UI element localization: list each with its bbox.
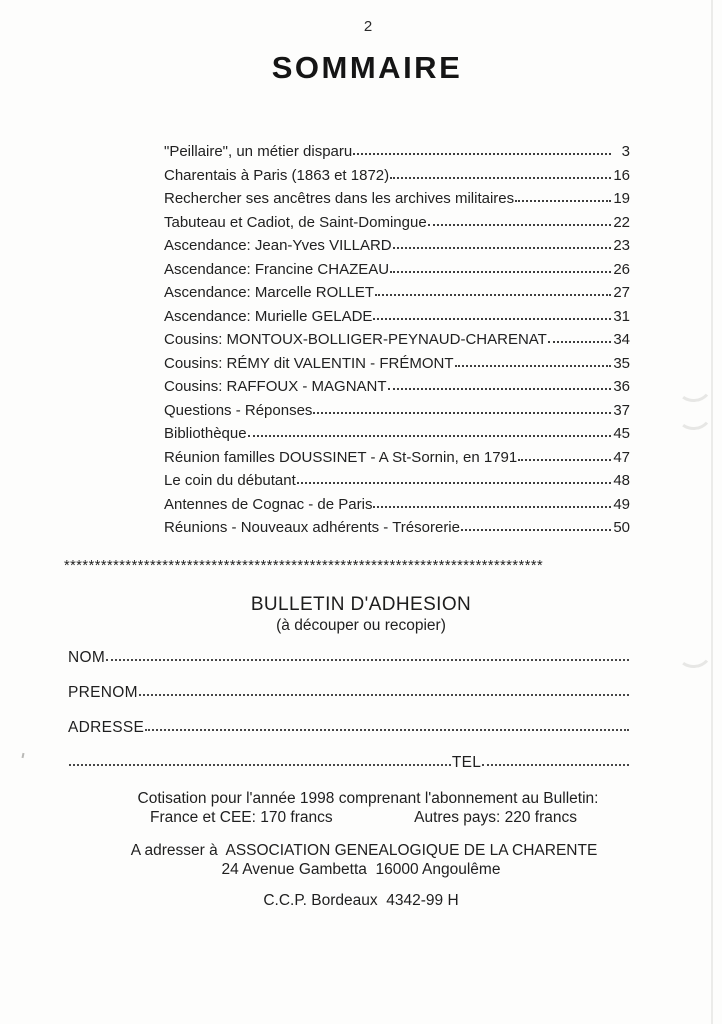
form-field-nom bbox=[68, 649, 630, 667]
toc-entry-label: Le coin du débutant bbox=[164, 472, 296, 489]
toc-entry-page: 19 bbox=[613, 190, 630, 207]
toc-row bbox=[164, 143, 630, 167]
fees-amounts bbox=[150, 809, 577, 827]
toc-row bbox=[164, 284, 630, 308]
fees-france: France et CEE: 170 francs bbox=[150, 809, 333, 826]
toc-row bbox=[164, 331, 630, 355]
dotted-leader bbox=[106, 659, 629, 661]
fees-other: Autres pays: 220 francs bbox=[414, 809, 577, 826]
toc-row bbox=[164, 167, 630, 191]
toc-entry-label: Questions - Réponses bbox=[164, 401, 313, 419]
toc-entry-label: Réunions - Nouveaux adhérents - Trésorerie bbox=[164, 519, 460, 536]
toc-entry-label: Antennes de Cognac - de Paris bbox=[164, 495, 373, 513]
toc-entry-label: Charentais à Paris (1863 et 1872) bbox=[164, 166, 390, 184]
dotted-leader bbox=[69, 764, 451, 766]
toc-entry-page: 3 bbox=[621, 143, 630, 160]
toc-entry-page: 37 bbox=[613, 401, 630, 419]
form-field-label: NOM bbox=[68, 649, 106, 666]
form-field-label: PRENOM bbox=[68, 684, 138, 701]
toc-entry-label: Cousins: MONTOUX-BOLLIGER-PEYNAUD-CHARENAT bbox=[164, 331, 547, 348]
toc-entry-label: Tabuteau et Cadiot, de Saint-Domingue bbox=[164, 213, 427, 231]
toc-entry-page: 49 bbox=[613, 495, 630, 513]
toc-entry-page: 31 bbox=[613, 307, 630, 325]
dotted-leader bbox=[393, 247, 611, 249]
toc-entry-label: Cousins: RÉMY dit VALENTIN - FRÉMONT bbox=[164, 354, 454, 372]
asterisk-separator: ****************************************************************************** bbox=[64, 558, 544, 574]
toc-entry-page: 47 bbox=[613, 448, 630, 466]
dotted-leader bbox=[390, 177, 611, 179]
toc-entry-page: 35 bbox=[613, 354, 630, 372]
form-field-tel bbox=[68, 754, 630, 772]
toc-row bbox=[164, 519, 630, 543]
dotted-leader bbox=[375, 294, 611, 296]
dotted-leader bbox=[139, 694, 629, 696]
toc-entry-label: Rechercher ses ancêtres dans les archives militaires bbox=[164, 190, 515, 207]
toc-row bbox=[164, 261, 630, 285]
scan-edge-artifact bbox=[711, 0, 713, 1024]
form-field-adresse bbox=[68, 719, 630, 737]
form-field-label: TEL bbox=[451, 754, 482, 771]
dotted-leader bbox=[313, 412, 611, 414]
toc-entry-page: 50 bbox=[613, 519, 630, 536]
toc-row bbox=[164, 496, 630, 520]
toc-row bbox=[164, 214, 630, 238]
form-field-prenom bbox=[68, 684, 630, 702]
page-number: 2 bbox=[363, 18, 373, 35]
toc-row bbox=[164, 472, 630, 496]
dotted-leader bbox=[428, 224, 611, 226]
dotted-leader bbox=[373, 506, 611, 508]
dotted-leader bbox=[461, 529, 611, 531]
dotted-leader bbox=[388, 388, 611, 390]
toc-entry-page: 36 bbox=[613, 378, 630, 395]
bulletin-heading: BULLETIN D'ADHESION bbox=[250, 594, 472, 615]
toc-row bbox=[164, 449, 630, 473]
toc-entry-page: 45 bbox=[613, 425, 630, 442]
toc-entry-page: 16 bbox=[613, 166, 630, 184]
toc-entry-label: Ascendance: Murielle GELADE bbox=[164, 307, 373, 325]
scan-speck bbox=[22, 753, 25, 758]
toc-entry-label: Réunion familles DOUSSINET - A St-Sornin, en 1791 bbox=[164, 448, 518, 466]
toc-entry-label: Cousins: RAFFOUX - MAGNANT bbox=[164, 378, 387, 395]
toc-entry-page: 26 bbox=[613, 260, 630, 278]
toc-entry-label: Bibliothèque bbox=[164, 425, 247, 442]
toc-entry-label: Ascendance: Francine CHAZEAU bbox=[164, 260, 390, 278]
dotted-leader bbox=[548, 341, 611, 343]
form-field-label: ADRESSE bbox=[68, 719, 145, 736]
page-title: SOMMAIRE bbox=[271, 50, 463, 85]
bulletin-subheading: (à découper ou recopier) bbox=[276, 617, 446, 634]
mailing-address-line2: 24 Avenue Gambetta 16000 Angoulême bbox=[221, 861, 501, 878]
toc-row bbox=[164, 355, 630, 379]
mailing-address-line1: A adresser à ASSOCIATION GENEALOGIQUE DE LA CHARENTE bbox=[130, 842, 598, 859]
toc-row bbox=[164, 308, 630, 332]
toc-entry-page: 27 bbox=[613, 284, 630, 301]
dotted-leader bbox=[353, 153, 611, 155]
dotted-leader bbox=[515, 200, 611, 202]
toc-row bbox=[164, 237, 630, 261]
toc-row bbox=[164, 378, 630, 402]
toc-row bbox=[164, 190, 630, 214]
toc-entry-label: "Peillaire", un métier disparu bbox=[164, 143, 353, 160]
dotted-leader bbox=[455, 365, 612, 367]
fees-intro: Cotisation pour l'année 1998 comprenant l'abonnement au Bulletin: bbox=[137, 790, 599, 807]
dotted-leader bbox=[145, 729, 629, 731]
toc-entry-page: 34 bbox=[613, 331, 630, 348]
scan-arc-artifact bbox=[674, 634, 713, 670]
dotted-leader bbox=[297, 482, 611, 484]
toc-entry-label: Ascendance: Jean-Yves VILLARD bbox=[164, 237, 392, 254]
dotted-leader bbox=[482, 764, 629, 766]
dotted-leader bbox=[390, 271, 611, 273]
ccp-account: C.C.P. Bordeaux 4342-99 H bbox=[263, 892, 459, 909]
dotted-leader bbox=[248, 435, 611, 437]
toc-row bbox=[164, 425, 630, 449]
toc-entry-page: 23 bbox=[613, 237, 630, 254]
dotted-leader bbox=[373, 318, 611, 320]
scan-arc-artifact bbox=[674, 396, 713, 432]
dotted-leader bbox=[518, 459, 611, 461]
table-of-contents bbox=[164, 143, 630, 543]
toc-entry-label: Ascendance: Marcelle ROLLET bbox=[164, 284, 375, 301]
toc-row bbox=[164, 402, 630, 426]
toc-entry-page: 48 bbox=[613, 472, 630, 489]
toc-entry-page: 22 bbox=[613, 213, 630, 231]
